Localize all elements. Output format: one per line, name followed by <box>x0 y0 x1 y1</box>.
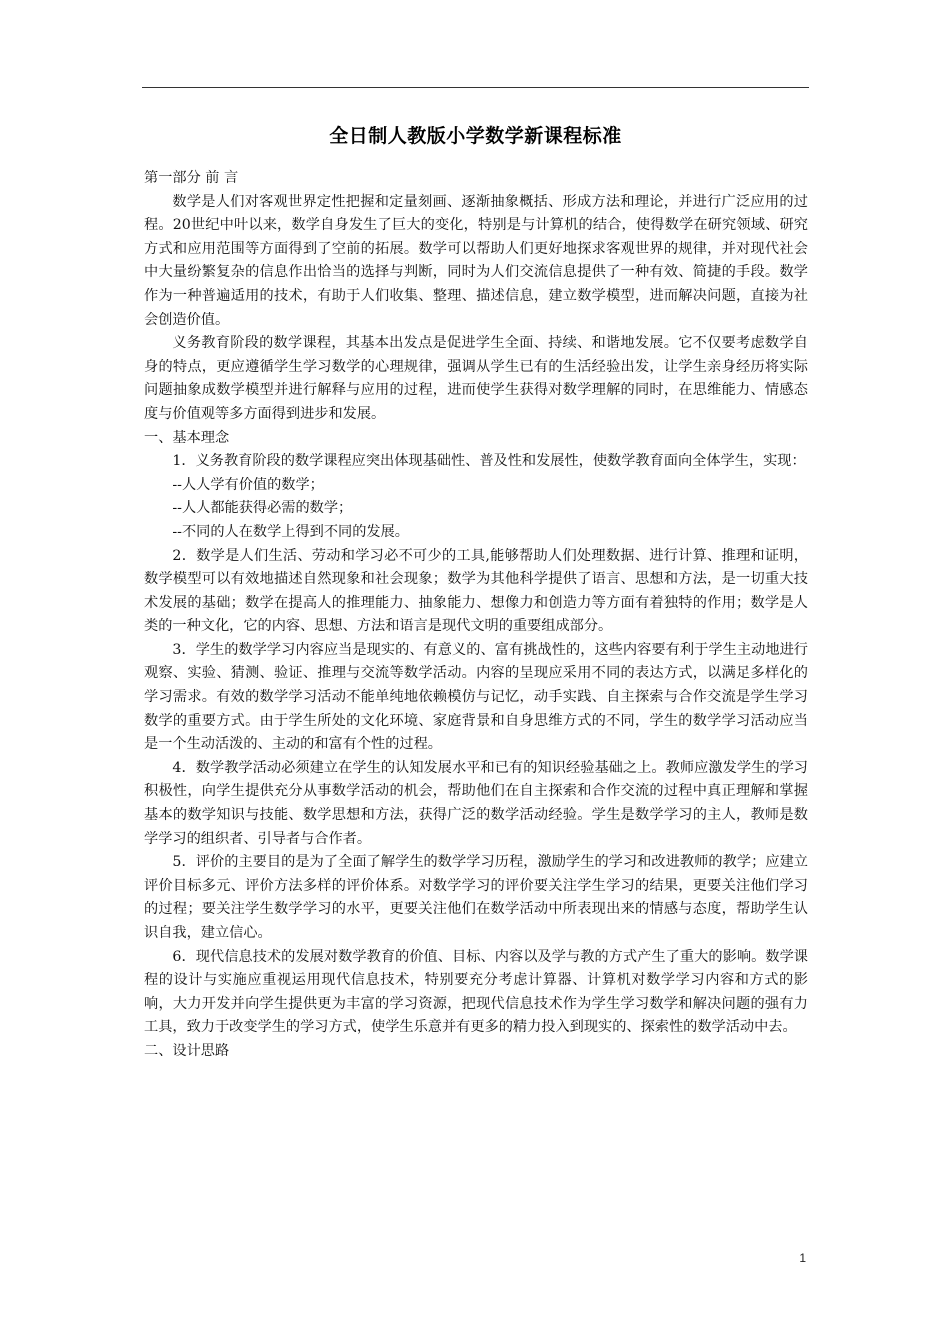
intro-paragraph: 数学是人们对客观世界定性把握和定量刻画、逐渐抽象概括、形成方法和理论，并进行广泛应用的过程。20世纪中叶以来，数学自身发生了巨大的变化，特别是与计算机的结合，使得数学在研究领域、研究方式和应用范围等方面得到了空前的拓展。数学可以帮助人们更好地探求客观世界的规律，并对现代社会中大量纷繁复杂的信息作出恰当的选择与判断，同时为人们交流信息提供了一种有效、简捷的手段。数学作为一种普遍适用的技术，有助于人们收集、整理、描述信息，建立数学模型，进而解决问题，直接为社会创造价值。 <box>144 193 808 328</box>
dash-list-item: --不同的人在数学上得到不同的发展。 <box>172 523 409 540</box>
principle-paragraph: 1．义务教育阶段的数学课程应突出体现基础性、普及性和发展性，使数学教育面向全体学生，实现： <box>172 453 806 470</box>
principle-paragraph: 5．评价的主要目的是为了全面了解学生的数学学习历程，激励学生的学习和改进教师的教学；应建立评价目标多元、评价方法多样的评价体系。对数学学习的评价要关注学生学习的结果，更要关注他们学习的过程；要关注学生数学学习的水平，更要关注他们在数学活动中所表现出来的情感与态度，帮助学生认识自我，建立信心。 <box>144 854 808 941</box>
principle-paragraph: 4．数学教学活动必须建立在学生的认知发展水平和已有的知识经验基础之上。教师应激发学生的学习积极性，向学生提供充分从事数学活动的机会，帮助他们在自主探索和合作交流的过程中真正理解和掌握基本的数学知识与技能、数学思想和方法，获得广泛的数学活动经验。学生是数学学习的主人，教师是数学学习的组织者、引导者与合作者。 <box>144 759 808 847</box>
dash-list-item: --人人学有价值的数学； <box>172 476 324 493</box>
section-heading-design-ideas: 二、设计思路 <box>144 1042 230 1059</box>
document-body <box>144 167 808 1064</box>
header-rule <box>142 87 809 88</box>
intro-paragraph: 义务教育阶段的数学课程，其基本出发点是促进学生全面、持续、和谐地发展。它不仅要考虑数学自身的特点，更应遵循学生学习数学的心理规律，强调从学生已有的生活经验出发，让学生亲身经历将实际问题抽象成数学模型并进行解释与应用的过程，进而使学生获得对数学理解的同时，在思维能力、情感态度与价值观等多方面得到进步和发展。 <box>144 335 808 422</box>
page-number: 1 <box>799 1251 806 1265</box>
section-heading-basic-concepts: 一、基本理念 <box>144 429 230 446</box>
principle-paragraph: 6．现代信息技术的发展对数学教育的价值、目标、内容以及学与教的方式产生了重大的影响。数学课程的设计与实施应重视运用现代信息技术，特别要充分考虑计算器、计算机对数学学习内容和方式的影响，大力开发并向学生提供更为丰富的学习资源，把现代信息技术作为学生学习数学和解决问题的强有力工具，致力于改变学生的学习方式，使学生乐意并有更多的精力投入到现实的、探索性的数学活动中去。 <box>144 948 808 1036</box>
principle-paragraph: 3．学生的数学学习内容应当是现实的、有意义的、富有挑战性的，这些内容要有利于学生主动地进行观察、实验、猜测、验证、推理与交流等数学活动。内容的呈现应采用不同的表达方式，以满足多样化的学习需求。有效的数学学习活动不能单纯地依赖模仿与记忆，动手实践、自主探索与合作交流是学生学习数学的重要方式。由于学生所处的文化环境、家庭背景和自身思维方式的不同，学生的数学学习活动应当是一个生动活泼的、主动的和富有个性的过程。 <box>144 641 808 753</box>
part-heading: 第一部分 前 言 <box>144 170 239 186</box>
document-title: 全日制人教版小学数学新课程标准 <box>329 125 622 147</box>
principle-paragraph: 2．数学是人们生活、劳动和学习必不可少的工具,能够帮助人们处理数据、进行计算、推理和证明，数学模型可以有效地描述自然现象和社会现象；数学为其他科学提供了语言、思想和方法，是一切重大技术发展的基础；数学在提高人的推理能力、抽象能力、想像力和创造力等方面有着独特的作用；数学是人类的一种文化，它的内容、思想、方法和语言是现代文明的重要组成部分。 <box>144 547 808 635</box>
dash-list-item: --人人都能获得必需的数学； <box>172 500 353 517</box>
